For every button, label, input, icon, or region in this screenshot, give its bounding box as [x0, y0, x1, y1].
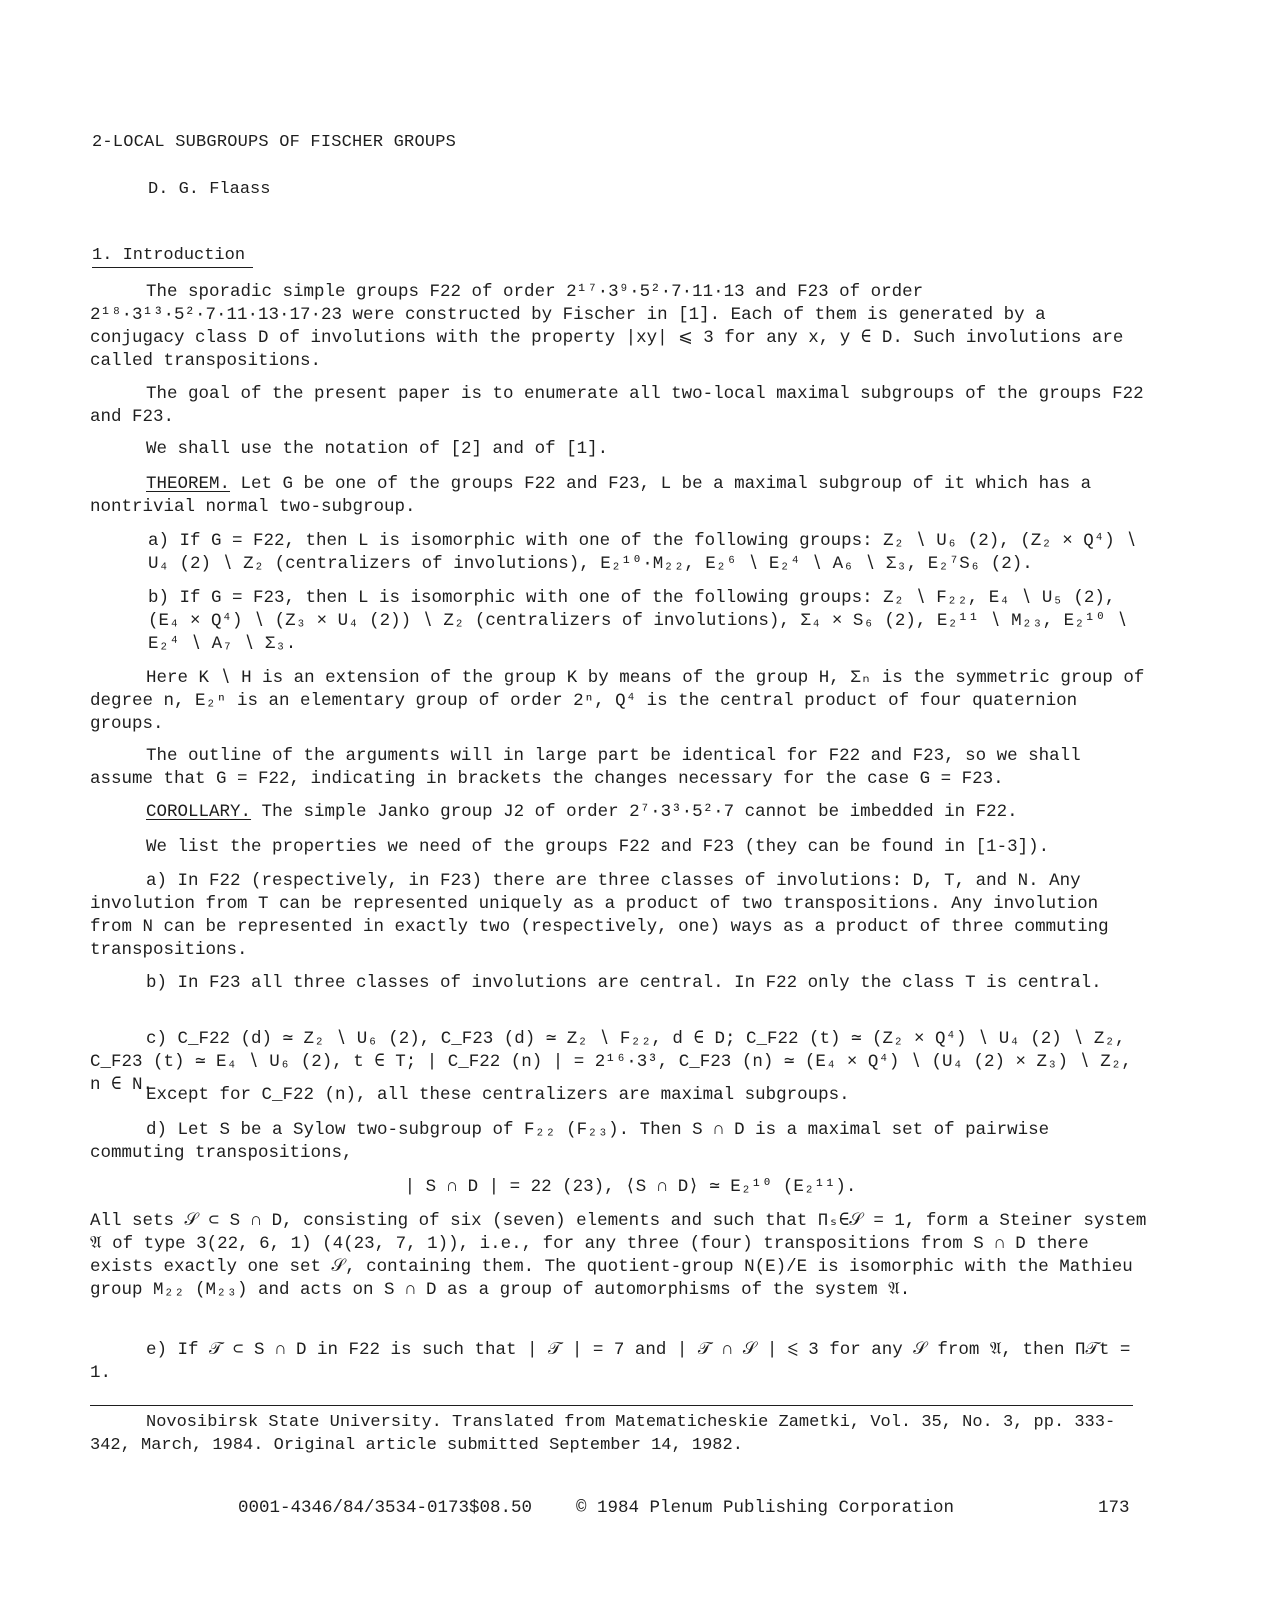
theorem-part-b: b) If G = F23, then L is isomorphic with one of the following groups: Z₂ ∖ F₂₂, E₄ ∖ U₅ (2), (E₄ × Q⁴) ∖ (Z₃ × U₄ (2)) ∖ Z₂ (centralizers of involutions), Σ₄ × S₆ (2), E₂¹¹ ∖ M₂₃, E₂¹⁰ ∖ E₂⁴ ∖ A₇ ∖ Σ₃. [148, 588, 1128, 654]
paper-title: 2-LOCAL SUBGROUPS OF FISCHER GROUPS [92, 133, 457, 152]
section-heading: 1. Introduction [92, 246, 253, 268]
property-b: b) In F23 all three classes of involutions are central. In F22 only the class T is central. [146, 973, 1102, 993]
property-e: e) If 𝒯 ⊂ S ∩ D in F22 is such that | 𝒯 | = 7 and | 𝒯 ∩ 𝒮 | ⩽ 3 for any 𝒮 from 𝔄, then Π𝒯t = 1. [90, 1340, 1131, 1383]
theorem-part-a: a) If G = F22, then L is isomorphic with one of the following groups: Z₂ ∖ U₆ (2), (Z₂ × Q⁴) ∖ U₄ (2) ∖ Z₂ (centralizers of involutions), E₂¹⁰·M₂₂, E₂⁶ ∖ E₂⁴ ∖ A₆ ∖ Σ₃, E₂⁷S₆ (2). [148, 531, 1137, 574]
properties-intro: We list the properties we need of the groups F22 and F23 (they can be found in [1-3]). [146, 837, 1050, 857]
intro-paragraph-1: The sporadic simple groups F22 of order 2¹⁷·3⁹·5²·7·11·13 and F23 of order 2¹⁸·3¹³·5²·7·11·13·17·23 were constructed by Fischer in [1]. Each of them is generated by a conjugacy class D of involutions with the property |xy| ⩽ 3 for any x, y ∈ D. Such involutions are called transpositions. [90, 282, 1124, 371]
footnote: Novosibirsk State University. Translated from Matematicheskie Zametki, Vol. 35, No. 3, pp. 333-342, March, 1984. Original article submitted September 14, 1982. [90, 1413, 1116, 1455]
intro-paragraph-2: The goal of the present paper is to enumerate all two-local maximal subgroups of the groups F22 and F23. [90, 384, 1144, 427]
corollary-label: COROLLARY. [146, 802, 252, 822]
page-number: 173 [1098, 1498, 1130, 1518]
footnote-divider [90, 1405, 1133, 1406]
theorem-label: THEOREM. [146, 474, 231, 494]
copyright-notice: © 1984 Plenum Publishing Corporation [576, 1498, 955, 1518]
centralizer-remark: Except for C_F22 (n), all these centralizers are maximal subgroups. [146, 1085, 850, 1105]
steiner-paragraph: All sets 𝒮 ⊂ S ∩ D, consisting of six (seven) elements and such that Πₛ∈𝒮 = 1, form a Steiner system 𝔄 of type 3(22, 6, 1) (4(23, 7, 1)), i.e., for any three (four) transpositions from S ∩ D there exists exactly one set 𝒮, containing them. The quotient-group N(E)/E is isomorphic with the Mathieu group M₂₂ (M₂₃) and acts on S ∩ D as a group of automorphisms of the system 𝔄. [90, 1211, 1147, 1300]
property-a: a) In F22 (respectively, in F23) there are three classes of involutions: D, T, and N. Any involution from T can be represented uniquely as a product of two transpositions. Any involution from N can be represented in exactly two (respectively, one) ways as a product of three commuting transpositions. [90, 871, 1109, 960]
author-name: D. G. Flaass [148, 180, 271, 199]
intro-paragraph-3: We shall use the notation of [2] and of [1]. [146, 439, 609, 459]
display-formula: | S ∩ D | = 22 (23), ⟨S ∩ D⟩ ≃ E₂¹⁰ (E₂¹¹). [404, 1177, 857, 1197]
corollary-statement: COROLLARY. The simple Janko group J2 of order 2⁷·3³·5²·7 cannot be imbedded in F22. [146, 802, 1018, 822]
outline-paragraph: The outline of the arguments will in large part be identical for F22 and F23, so we shall assume that G = F22, indicating in brackets the changes necessary for the case G = F23. [90, 746, 1081, 789]
notation-paragraph: Here K ∖ H is an extension of the group K by means of the group H, Σₙ is the symmetric group of degree n, E₂ⁿ is an elementary group of order 2ⁿ, Q⁴ is the central product of four quaternion groups. [90, 668, 1145, 734]
article-code: 0001-4346/84/3534-0173$08.50 [238, 1498, 533, 1518]
property-d: d) Let S be a Sylow two-subgroup of F₂₂ (F₂₃). Then S ∩ D is a maximal set of pairwise commuting transpositions, [90, 1120, 1050, 1163]
theorem-statement: THEOREM. Let G be one of the groups F22 and F23, L be a maximal subgroup of it which has a nontrivial normal two-subgroup. [90, 474, 1092, 517]
property-c: c) C_F22 (d) ≃ Z₂ ∖ U₆ (2), C_F23 (d) ≃ Z₂ ∖ F₂₂, d ∈ D; C_F22 (t) ≃ (Z₂ × Q⁴) ∖ U₄ (2) ∖ Z₂, C_F23 (t) ≃ E₄ ∖ U₆ (2), t ∈ T; | C_F22 (n) | = 2¹⁶·3³, C_F23 (n) ≃ (E₄ × Q⁴) ∖ (U₄ (2) × Z₃) ∖ Z₂, n ∈ N. [90, 1029, 1132, 1095]
